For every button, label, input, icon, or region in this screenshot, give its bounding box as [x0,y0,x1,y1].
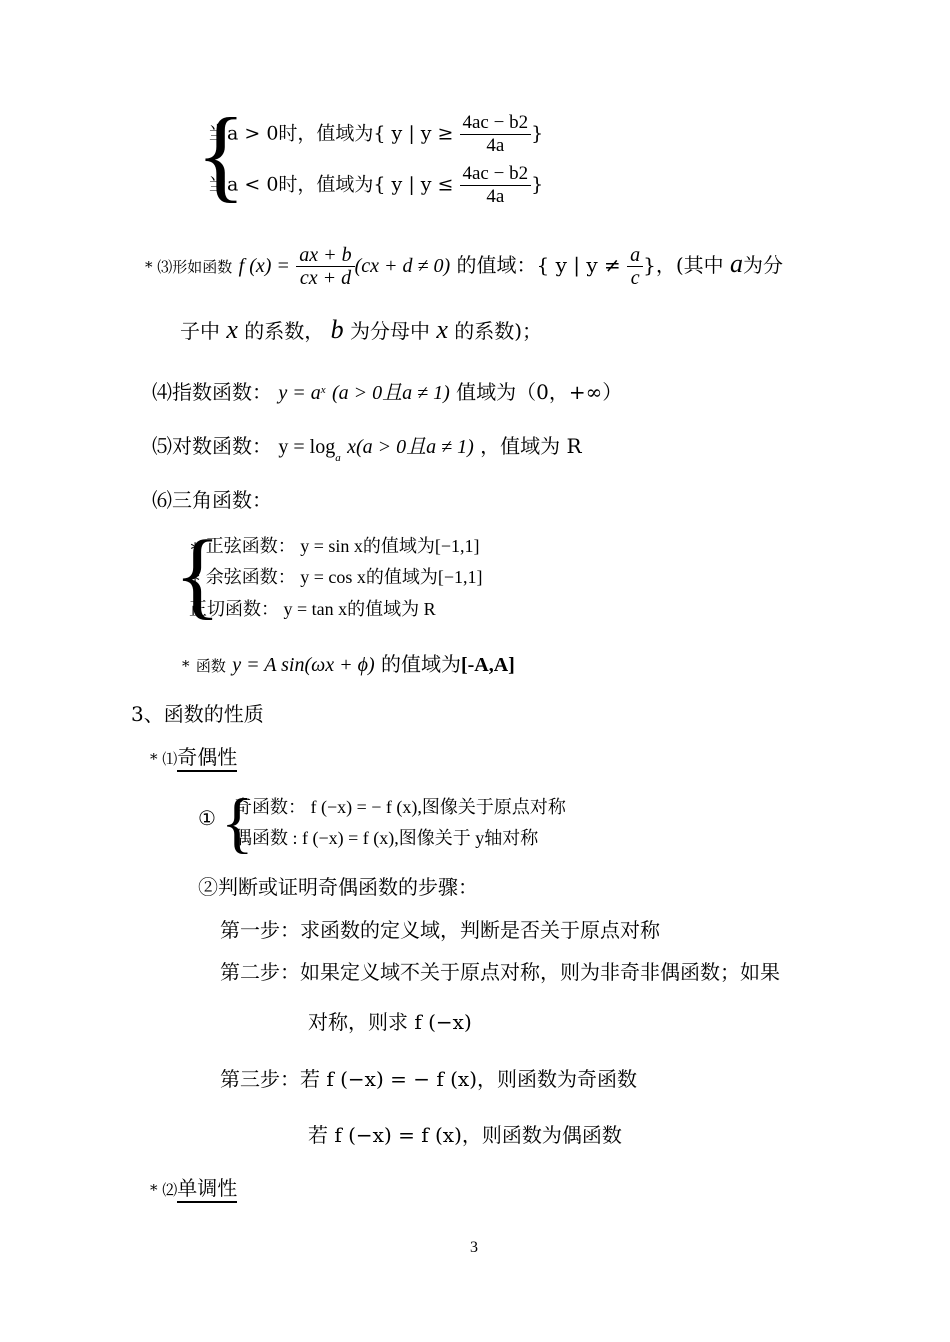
step-3-line2: 若 f (−x) = f (x)，则函数为偶函数 [308,1123,622,1147]
item3-formula: f (x) = [238,255,290,277]
asin-formula: y = A sin(ωx + ϕ) [232,654,375,676]
quadratic-fraction [460,163,532,208]
item4-exponential [152,378,622,405]
item5-condition: x(a > 0且a ≠ 1) [347,436,474,458]
even-function-def: 偶函数 : f (−x) = f (x),图像关于 y轴对称 [234,828,539,848]
step-3-line1: 第三步：若 f (−x) = − f (x)，则函数为奇函数 [220,1067,637,1091]
asin-label: 函数 [195,657,226,675]
item3-text: 子中 [180,319,220,343]
parity-title: 奇偶性 [177,745,237,772]
steps-title: ②判断或证明奇偶函数的步骤： [198,875,478,899]
item3-var-b: b [330,315,344,344]
item3-text: 的系数)； [454,319,543,343]
brace-close: } [531,122,544,145]
fraction-denominator: 4a [486,186,505,207]
brace-close: } [531,173,544,196]
step-2-line2: 对称，则求 f (−x) [308,1010,472,1034]
item3-prefix: * ⑶形如函数 [145,258,233,276]
parity-brace: { [221,784,254,860]
fraction-numerator: 4ac − b2 [460,112,532,135]
asin-star: * [182,657,190,675]
item3-text: }，(其中 [643,253,724,277]
fraction-denominator: 4a [486,135,505,156]
item6-label: ⑹三角函数： [152,488,272,512]
item3-text: 的系数， [244,319,325,343]
parity-prefix: * ⑴ [150,750,178,768]
fraction-denominator: c [630,267,640,289]
item5-label: ⑸对数函数： [152,434,272,458]
item4-condition: (a > 0且a ≠ 1) [331,382,450,404]
parity-heading [150,745,237,771]
monotonic-prefix: * ⑵ [150,1181,178,1199]
quadratic-brace: { [196,97,246,212]
item4-exponent: x [320,384,326,396]
item3-text: 为分 [743,253,784,277]
item4-label: ⑷指数函数： [152,380,272,404]
quadratic-case-positive [208,112,543,157]
case-text: 当a > 0时，值域为{ y | y ≥ [208,122,454,145]
asin-range-value: [-A,A] [460,654,515,676]
item5-formula: y = log [278,436,336,458]
item3-text: 的值域：{ y | y ≠ [456,253,621,277]
item4-range: 值域为（0，+∞） [456,380,623,404]
item3-var-x: x [436,315,448,344]
step-1: 第一步：求函数的定义域，判断是否关于原点对称 [220,918,660,942]
fraction-numerator: 4ac − b2 [460,163,532,186]
item3-range-fraction [627,244,643,289]
trig-sine: ∗ 正弦函数： y = sin x的值域为[−1,1] [189,536,480,556]
quadratic-fraction [460,112,532,157]
item3-condition: (cx + d ≠ 0) [354,255,451,277]
item6-trig-label [152,488,272,512]
item3-fraction [296,244,354,289]
fraction-numerator: a [627,244,643,267]
parity-circle-1: ① [198,806,216,830]
monotonic-heading [150,1176,237,1202]
item5-base: a [335,452,341,464]
case-text: 当a < 0时，值域为{ y | y ≤ [208,173,454,196]
section3-heading: 3、函数的性质 [131,702,264,726]
monotonic-title: 单调性 [177,1176,237,1203]
odd-function-def: 奇函数： f (−x) = − f (x),图像关于原点对称 [234,797,566,817]
item5-range: ，值域为 R [480,434,582,458]
item3-var-a: a [730,249,744,278]
step-2-line1: 第二步：如果定义域不关于原点对称，则为非奇非偶函数；如果 [220,960,780,984]
fraction-denominator: cx + d [299,267,352,289]
item5-logarithmic [152,434,582,470]
item3-line2 [180,315,543,344]
quadratic-case-negative [208,163,543,208]
item3-text: 为分母中 [349,319,430,343]
trig-brace: { [174,521,222,629]
page-number: 3 [470,1239,478,1256]
trig-cosine: ∗ 余弦函数： y = cos x的值域为[−1,1] [189,567,483,587]
item4-formula: y = a [278,382,321,404]
asin-range [182,652,515,678]
item3-line1 [145,244,783,289]
trig-tangent: 正切函数： y = tan x的值域为 R [189,599,436,619]
fraction-numerator: ax + b [296,244,354,267]
asin-text: 的值域为 [380,652,461,676]
item3-var-x: x [226,315,238,344]
